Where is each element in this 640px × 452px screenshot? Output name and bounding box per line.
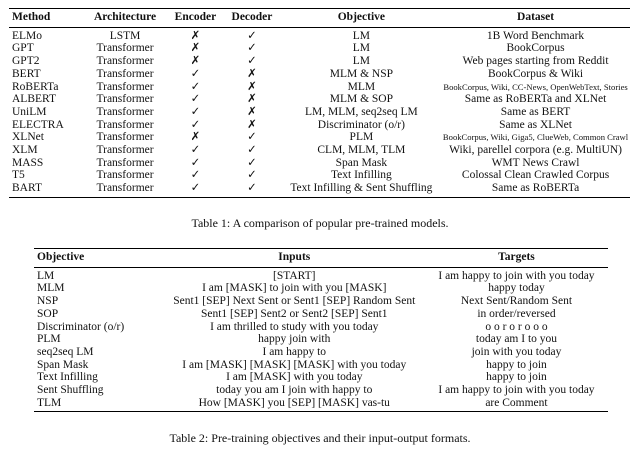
cell-method: BART [12,182,42,195]
cell-decoder: ✓ [247,42,257,55]
cell-decoder: ✓ [247,182,257,195]
cell-decoder: ✗ [247,118,257,131]
table-row [34,346,608,359]
cell-decoder: ✗ [247,105,257,118]
cell-architecture: Transformer [96,105,154,118]
cell-decoder: ✗ [247,67,257,80]
cell-targets: today am I to you [475,333,558,346]
cell-encoder: ✓ [190,93,201,106]
cell-architecture: Transformer [96,118,154,131]
table-header-row [34,249,608,268]
cell-architecture: Transformer [96,93,154,106]
cell-targets: join with you today [471,345,562,358]
table-row [34,359,608,372]
cell-objective: LM [37,269,55,282]
table-row [34,397,608,412]
cell-objective: MLM & SOP [329,93,394,106]
cell-encoder: ✓ [190,156,201,169]
cell-decoder: ✓ [247,156,257,169]
column-header-objective: Objective [282,9,441,28]
cell-dataset: BookCorpus [506,42,565,55]
cell-architecture: Transformer [96,80,154,93]
cell-method: XLNet [12,131,44,144]
table-row [34,295,608,308]
cell-decoder: ✓ [247,144,257,157]
cell-objective: PLM [37,333,61,346]
cell-method: T5 [12,169,25,182]
cell-method: MASS [12,156,44,169]
cell-encoder: ✗ [190,42,201,55]
cell-objective: LM [352,42,370,55]
table-row [9,157,630,170]
cell-objective: Span Mask [335,156,388,169]
cell-architecture: Transformer [96,182,154,195]
cell-objective: LM [352,55,370,68]
cell-decoder: ✗ [247,93,257,106]
table-row [9,144,630,157]
cell-objective: seq2seq LM [37,345,94,358]
cell-objective: NSP [37,295,59,308]
cell-inputs: I am [MASK] to join with you [MASK] [202,282,387,295]
cell-objective: Text Infilling & Sent Shuffling [290,182,433,195]
cell-objective: Text Infilling [37,371,98,384]
cell-targets: happy to join [486,371,547,384]
cell-objective: CLM, MLM, TLM [317,144,406,157]
table-row [34,384,608,397]
cell-encoder: ✓ [190,144,201,157]
table-row [9,182,630,197]
column-header-objective: Objective [34,249,164,268]
table1-caption: Table 1: A comparison of popular pre-trained models. [191,216,449,230]
cell-method: ELECTRA [12,118,64,131]
table2-caption: Table 2: Pre-training objectives and their input-output formats. [169,431,471,445]
cell-inputs: today you am I join with happy to [216,384,373,397]
cell-objective: Text Infilling [330,169,392,182]
cell-objective: Span Mask [37,358,89,371]
cell-decoder: ✓ [247,169,257,182]
cell-encoder: ✓ [190,67,201,80]
cell-encoder: ✓ [190,182,201,195]
cell-encoder: ✗ [190,131,201,144]
table-row [34,371,608,384]
cell-encoder: ✓ [190,169,201,182]
cell-inputs: I am [MASK] with you today [226,371,363,384]
table-row [9,93,630,106]
table-row [9,131,630,144]
table-row [9,106,630,119]
cell-dataset: Same as BERT [500,105,571,118]
cell-decoder: ✓ [247,29,257,42]
cell-decoder: ✗ [247,80,257,93]
table-row [34,308,608,321]
table-row [9,68,630,81]
cell-architecture: Transformer [96,156,154,169]
cell-dataset: Wiki, parellel corpora (e.g. MultiUN) [449,144,623,157]
cell-architecture: LSTM [109,29,141,42]
cell-method: ALBERT [12,93,57,106]
cell-objective: Discriminator (o/r) [317,118,405,131]
cell-dataset: Same as RoBERTa [491,182,580,195]
cell-encoder: ✓ [190,105,201,118]
cell-inputs: [START] [273,269,316,282]
objectives-table [34,248,608,412]
cell-architecture: Transformer [96,42,154,55]
models-table-body [9,27,630,197]
cell-inputs: I am thrilled to study with you today [210,320,379,333]
cell-encoder: ✗ [190,55,201,68]
cell-method: UniLM [12,105,47,118]
cell-objective: Discriminator (o/r) [37,320,125,333]
cell-method: RoBERTa [12,80,59,93]
cell-inputs: Sent1 [SEP] Next Sent or Sent1 [SEP] Random Sent [173,295,416,308]
table-row [34,282,608,295]
column-header-dataset: Dataset [441,9,630,28]
cell-dataset: Web pages starting from Reddit [462,55,609,68]
cell-targets: are Comment [485,396,548,409]
cell-objective: Sent Shuffling [37,384,104,397]
cell-method: ELMo [12,29,43,42]
table-row [34,321,608,334]
cell-dataset: BookCorpus & Wiki [487,67,584,80]
cell-targets: I am happy to join with you today [438,384,595,397]
column-header-architecture: Architecture [81,9,168,28]
cell-targets: Next Sent/Random Sent [460,295,573,308]
table-header-row [9,9,630,28]
cell-method: GPT [12,42,34,55]
cell-targets: happy today [488,282,545,295]
column-header-inputs: Inputs [164,249,425,268]
cell-objective: LM, MLM, seq2seq LM [304,105,418,118]
cell-targets: happy to join [486,358,547,371]
cell-objective: MLM [347,80,376,93]
column-header-decoder: Decoder [222,9,281,28]
cell-inputs: How [MASK] you [SEP] [MASK] vas-tu [198,396,390,409]
cell-dataset: 1B Word Benchmark [486,29,585,42]
cell-encoder: ✓ [190,80,201,93]
cell-objective: MLM & NSP [329,67,394,80]
cell-dataset: Same as RoBERTa and XLNet [464,93,607,106]
cell-inputs: I am [MASK] [MASK] [MASK] with you today [182,358,407,371]
cell-inputs: I am happy to [262,345,327,358]
cell-dataset: Same as XLNet [499,118,572,131]
objectives-table-body [34,267,608,412]
cell-method: XLM [12,144,38,157]
table-row [34,267,608,282]
table-row [9,27,630,42]
cell-method: BERT [12,67,41,80]
table-row [9,169,630,182]
column-header-targets: Targets [425,249,608,268]
cell-architecture: Transformer [96,67,154,80]
cell-decoder: ✓ [247,131,257,144]
models-comparison-table [9,8,630,198]
cell-dataset: Colossal Clean Crawled Corpus [461,169,610,182]
cell-dataset: BookCorpus, Wiki, CC-News, OpenWebText, Stories [443,81,628,92]
cell-objective: TLM [37,396,62,409]
cell-targets: o o r o r o o o [485,320,548,333]
column-header-encoder: Encoder [169,9,223,28]
cell-method: GPT2 [12,55,40,68]
table-row [9,42,630,55]
cell-targets: I am happy to join with you today [438,269,595,282]
cell-inputs: happy join with [258,333,331,346]
table-row [34,333,608,346]
table-row [9,119,630,132]
cell-architecture: Transformer [96,131,154,144]
cell-dataset: BookCorpus, Wiki, Giga5, ClueWeb, Common Crawl [442,132,629,143]
cell-objective: LM [352,29,370,42]
cell-architecture: Transformer [96,55,154,68]
cell-targets: in order/reversed [477,307,556,320]
cell-encoder: ✗ [190,29,201,42]
table-row [9,55,630,68]
cell-decoder: ✓ [247,55,257,68]
table-row [9,81,630,94]
cell-objective: SOP [37,307,59,320]
cell-objective: PLM [349,131,374,144]
column-header-method: Method [9,9,81,28]
cell-encoder: ✓ [190,118,201,131]
cell-inputs: Sent1 [SEP] Sent2 or Sent2 [SEP] Sent1 [200,307,388,320]
cell-objective: MLM [37,282,65,295]
cell-dataset: WMT News Crawl [491,156,580,169]
cell-architecture: Transformer [96,169,154,182]
cell-architecture: Transformer [96,144,154,157]
